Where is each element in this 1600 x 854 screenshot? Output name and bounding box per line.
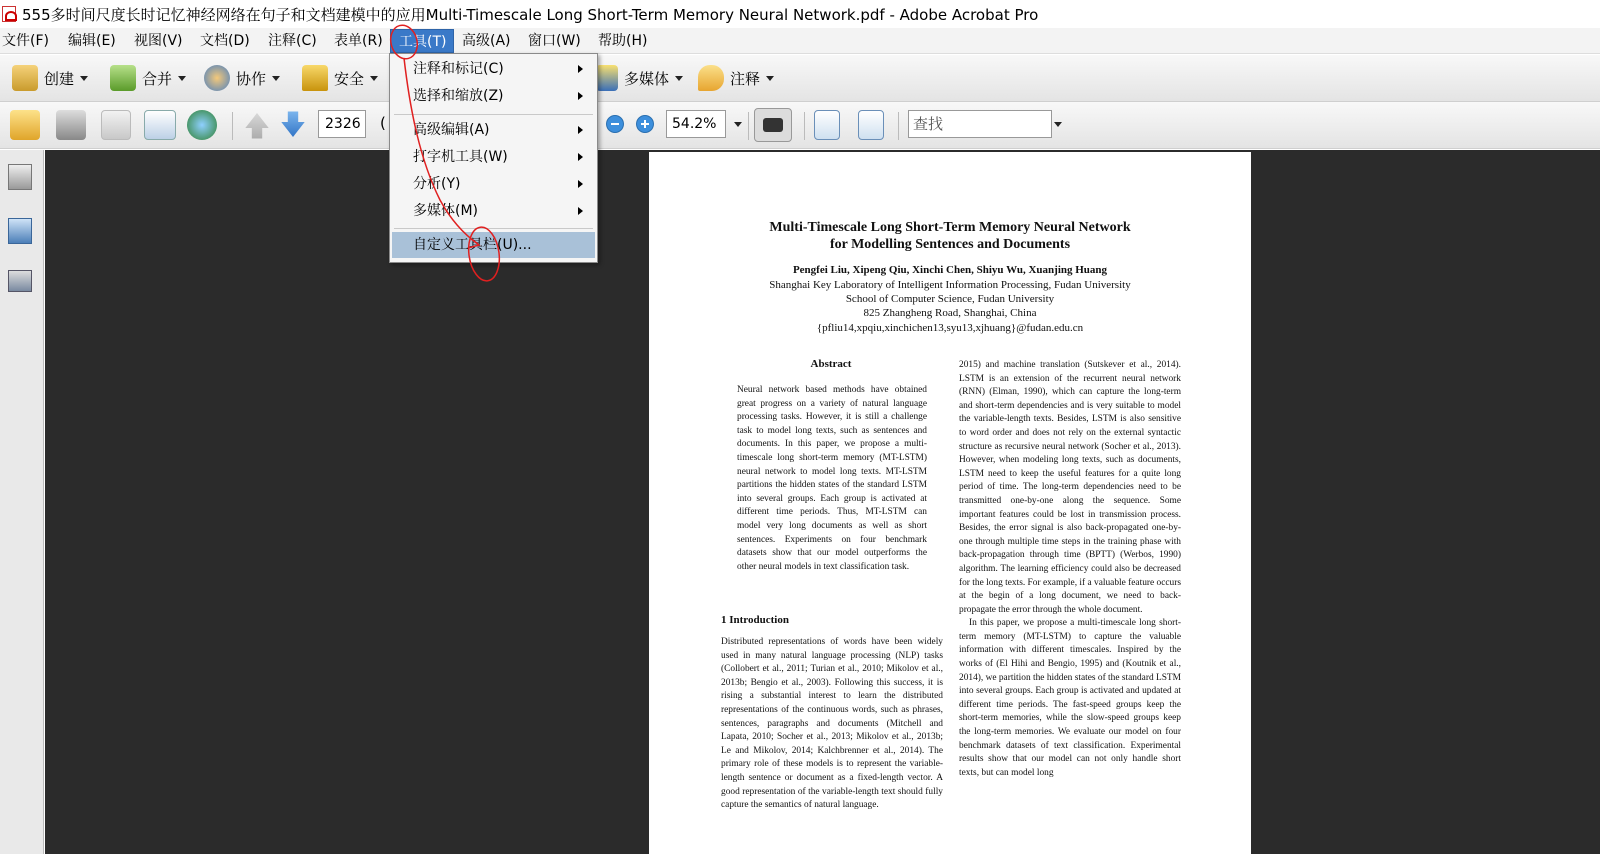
- menu-edit[interactable]: 编辑(E): [68, 32, 116, 49]
- menu-item-label: 多媒体(M): [413, 203, 479, 219]
- chevron-down-icon: [272, 76, 280, 81]
- menu-item-typewriter[interactable]: [392, 144, 595, 170]
- menu-document[interactable]: 文档(D): [200, 32, 250, 49]
- menu-item-analysis[interactable]: [392, 171, 595, 197]
- comment-bubble-icon: [698, 65, 724, 91]
- fit-page-icon[interactable]: [858, 110, 884, 140]
- submenu-arrow-icon: [578, 92, 583, 100]
- pdf-page[interactable]: [649, 152, 1251, 854]
- toolbar-divider: [748, 112, 749, 140]
- menu-forms[interactable]: 表单(R): [334, 32, 383, 49]
- submenu-arrow-icon: [578, 65, 583, 73]
- collaborate-people-icon: [204, 65, 230, 91]
- create-label: 创建: [44, 69, 75, 88]
- email-icon[interactable]: [144, 110, 176, 140]
- tasks-toolbar: [0, 55, 1600, 102]
- chevron-down-icon: [178, 76, 186, 81]
- menu-item-label: 高级编辑(A): [413, 122, 490, 138]
- paper-email: {pfliu14,xpqiu,xinchichen13,syu13,xjhuang}@fudan.edu.cn: [816, 322, 1084, 334]
- chevron-down-icon: [675, 76, 683, 81]
- submenu-arrow-icon: [578, 126, 583, 134]
- menu-item-select-zoom[interactable]: [392, 83, 595, 109]
- print-icon[interactable]: [56, 110, 86, 140]
- introduction-text: [721, 636, 943, 854]
- menu-tools[interactable]: 工具(T): [390, 29, 454, 53]
- multimedia-label: 多媒体: [624, 69, 670, 88]
- paper-title-line2: for Modelling Sentences and Documents: [829, 237, 1071, 252]
- menu-item-label: 分析(Y): [413, 176, 461, 192]
- toolbar-divider: [898, 112, 899, 140]
- chevron-down-icon: [370, 76, 378, 81]
- toolbar-divider: [804, 112, 805, 140]
- menu-item-multimedia[interactable]: [392, 198, 595, 224]
- share-globe-icon[interactable]: [187, 110, 217, 140]
- title-bar: [0, 0, 1600, 28]
- page-number-input[interactable]: 2326: [318, 110, 366, 138]
- right-column-paragraph-1: 2015) and machine translation (Sutskever et al., 2014). LSTM is an extension of the recurrent neural network (RNN) (Elman, 1990), which can capture the long-term and short-term dependencies and is very suitable to model the variable-length texts. Besides, LSTM is also sensitive to word order and does not rely on the external syntactic structure as recursive neural network (Socher et al., 2013). However, when modeling long texts, such as documents, LSTM need to keep the useful features for a quite long period of time. The long-term dependencies need to be transmitted one-by-one along the sequence. Some important features could be lost in transmission process. Besides, the error signal is also back-propagated one-by-one through multiple time steps in the training phase with back-propagation through time (BPTT) (Werbos, 1990) algorithm. The learning efficiency could also be decreased for the long texts. For example, if a valuable feature occurs at the begin of a long document, we need to back-propagate the error through the whole document.: [959, 360, 1181, 615]
- menu-item-label: 注释和标记(C): [413, 61, 504, 77]
- menu-item-label: 选择和缩放(Z): [413, 88, 504, 104]
- menu-advanced[interactable]: 高级(A): [462, 32, 511, 49]
- combine-button[interactable]: [110, 62, 186, 94]
- save-icon[interactable]: [101, 110, 131, 140]
- introduction-heading: 1 Introduction: [721, 614, 789, 626]
- menu-item-comment-markup[interactable]: [392, 56, 595, 82]
- secure-button[interactable]: [302, 62, 378, 94]
- create-pdf-icon: [12, 65, 38, 91]
- menu-divider: [394, 228, 593, 229]
- menu-file[interactable]: 文件(F): [2, 32, 49, 49]
- previous-page-icon[interactable]: [244, 110, 270, 140]
- menu-item-customize-toolbars[interactable]: [392, 232, 595, 258]
- collaborate-label: 协作: [236, 69, 267, 88]
- zoom-level-input[interactable]: 54.2%: [666, 110, 726, 138]
- tools-dropdown-menu: [389, 53, 598, 263]
- combine-label: 合并: [142, 69, 173, 88]
- pages-icon[interactable]: [8, 164, 32, 190]
- multimedia-button[interactable]: [596, 62, 683, 94]
- comment-label: 注释: [730, 69, 761, 88]
- file-toolbar: [0, 102, 1600, 149]
- menu-view[interactable]: 视图(V): [134, 32, 183, 49]
- multimedia-icon: [596, 65, 618, 91]
- menu-item-label: 自定义工具栏(U)...: [413, 237, 532, 253]
- paper-title-line1: Multi-Timescale Long Short-Term Memory Neural Network: [769, 220, 1131, 235]
- navigation-pane: [0, 150, 44, 854]
- menu-item-label: 打字机工具(W): [413, 149, 508, 165]
- toolbar-divider: [232, 112, 233, 140]
- paper-affiliation-3: 825 Zhangheng Road, Shanghai, China: [863, 307, 1037, 319]
- next-page-icon[interactable]: [280, 110, 306, 140]
- menu-help[interactable]: 帮助(H): [598, 32, 648, 49]
- combine-files-icon: [110, 65, 136, 91]
- menu-divider: [394, 114, 593, 115]
- find-dropdown-icon[interactable]: [1054, 122, 1062, 127]
- submenu-arrow-icon: [578, 153, 583, 161]
- camera-body-icon: [763, 118, 783, 132]
- comment-button[interactable]: [698, 62, 774, 94]
- menu-bar: [0, 28, 1600, 54]
- right-column-paragraph-2: In this paper, we propose a multi-timescale long short-term memory (MT-LSTM) to capture the valuable information with different timescales. Inspired by the works of (El Hihi and Bengio, 1995) and (Koutnik et al., 2014), we partition the hidden states of the standard LSTM into several groups. Each group is activated and updated at different time periods. The fast-speed groups keep the short-term memories, while the slow-speed groups keep the long-term memories. We evaluate our model on four benchmark datasets of text classification. Experimental results show that our model can not only handle short texts, but can model long: [959, 618, 1181, 778]
- menu-comments[interactable]: 注释(C): [268, 32, 317, 49]
- create-button[interactable]: [12, 62, 88, 94]
- menu-window[interactable]: 窗口(W): [528, 32, 581, 49]
- paper-affiliation-1: Shanghai Key Laboratory of Intelligent Information Processing, Fudan University: [769, 279, 1131, 291]
- pdf-file-icon: [2, 6, 16, 22]
- abstract-text: [737, 384, 927, 604]
- fit-width-icon[interactable]: [814, 110, 840, 140]
- lock-icon: [302, 65, 328, 91]
- submenu-arrow-icon: [578, 180, 583, 188]
- zoom-in-icon[interactable]: [636, 115, 654, 133]
- collaborate-button[interactable]: [204, 62, 280, 94]
- abstract-paragraph: Neural network based methods have obtained great progress on a variety of natural language processing tasks. However, it is still a challenge task to model long texts, such as sentences and documents. In this paper, we propose a multi-timescale long short-term memory (MT-LSTM) neural network to model long texts. MT-LSTM partitions the hidden states of the standard LSTM into several groups. Each group is activated at different time periods. Thus, MT-LSTM can model very long documents as well as short sentences. Experiments on four benchmark datasets show that our model outperforms the other neural models in text classification task.: [737, 385, 927, 572]
- signatures-icon[interactable]: [8, 270, 32, 292]
- find-input[interactable]: 查找: [908, 110, 1052, 138]
- chevron-down-icon: [80, 76, 88, 81]
- snapshot-camera-icon[interactable]: [754, 108, 792, 142]
- paper-affiliation-2: School of Computer Science, Fudan University: [845, 293, 1055, 305]
- submenu-arrow-icon: [578, 207, 583, 215]
- zoom-out-icon[interactable]: [606, 115, 624, 133]
- open-folder-icon[interactable]: [10, 110, 40, 140]
- introduction-paragraph: Distributed representations of words have been widely used in many natural language processing (NLP) tasks (Collobert et al., 2011; Turian et al., 2010; Mikolov et al., 2013b; Bengio et al., 2003). Following this success, it is rising a substantial interest to learn the distributed representations of the continuous words, such as phrases, sentences, paragraphs and documents (Mitchell and Lapata, 2010; Socher et al., 2013; Mikolov et al., 2013b; Le and Mikolov, 2014; Kalchbrenner et al., 2014). The primary role of these models is to represent the variable-length sentence or document as a fixed-length vector. A good representation of the variable-length text should fully capture the semantics of natural language.: [721, 637, 943, 811]
- paper-authors: Pengfei Liu, Xipeng Qiu, Xinchi Chen, Shiyu Wu, Xuanjing Huang: [792, 264, 1108, 276]
- page-count-label: (: [380, 114, 386, 132]
- menu-item-advanced-editing[interactable]: [392, 117, 595, 143]
- right-column-text: [959, 359, 1181, 854]
- chevron-down-icon: [766, 76, 774, 81]
- window-title: 555多时间尺度长时记忆神经网络在句子和文档建模中的应用Multi-Timescale Long Short-Term Memory Neural Network.pdf - Adobe Acrobat Pro: [22, 5, 1039, 24]
- bookmarks-icon[interactable]: [8, 218, 32, 244]
- secure-label: 安全: [334, 69, 365, 88]
- zoom-dropdown-icon[interactable]: [734, 122, 742, 127]
- abstract-heading: Abstract: [810, 358, 852, 370]
